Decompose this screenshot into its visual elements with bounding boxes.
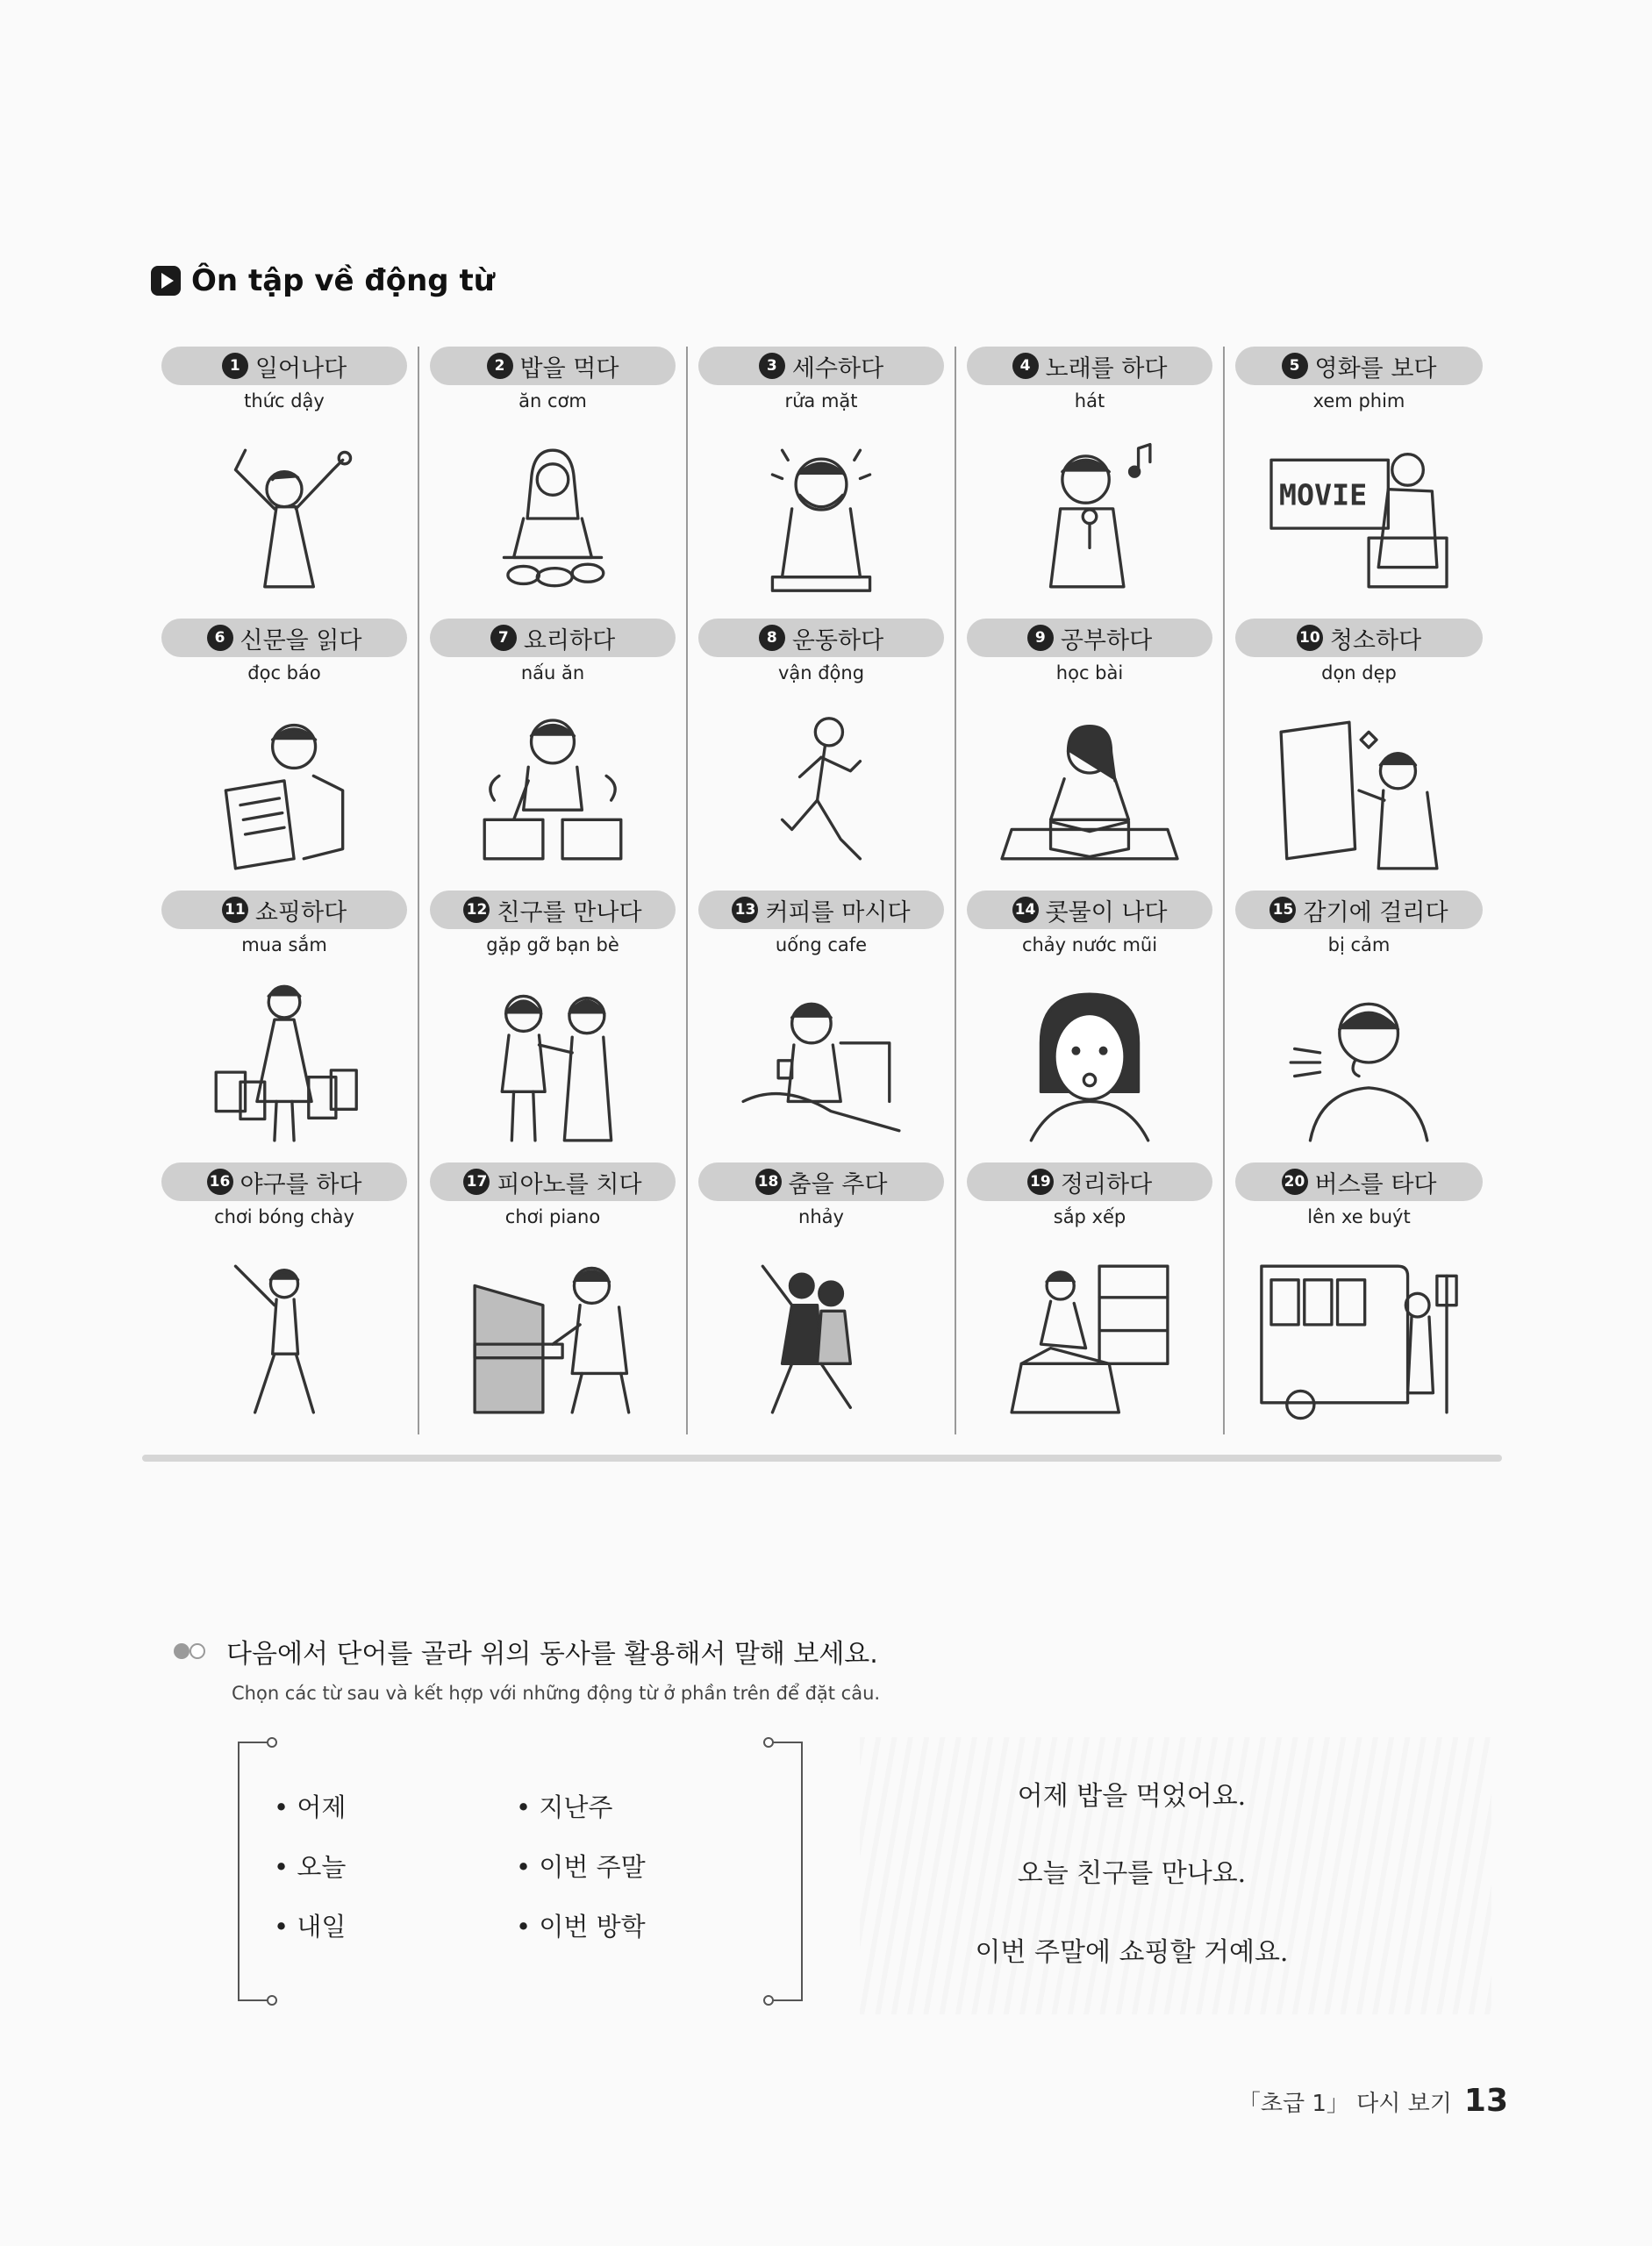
studying-illustration — [991, 703, 1188, 878]
word-item: • 어제 — [274, 1792, 347, 1822]
cleaning-window-illustration — [1260, 703, 1458, 878]
verb-card — [151, 347, 419, 619]
waking-up-illustration — [186, 431, 383, 606]
verb-number: 11 — [222, 897, 248, 923]
watching-movie-illustration — [1260, 431, 1458, 606]
verb-label — [698, 891, 944, 929]
verb-korean: 노래를 하다 — [1045, 354, 1168, 383]
verb-vietnamese: sắp xếp — [1053, 1206, 1126, 1227]
verb-vietnamese: hát — [1074, 390, 1105, 411]
verb-label — [161, 1162, 407, 1201]
verb-vietnamese: nhảy — [798, 1206, 844, 1227]
reading-newspaper-illustration — [186, 703, 383, 878]
play-icon — [151, 266, 181, 296]
verb-label — [967, 891, 1212, 929]
bus-illustration — [1260, 1247, 1458, 1422]
verb-card — [151, 619, 419, 891]
verb-vietnamese: chơi piano — [504, 1206, 601, 1227]
verb-label — [430, 1162, 676, 1201]
verb-label — [161, 347, 407, 385]
instruction-korean: 다음에서 단어를 골라 위의 동사를 활용해서 말해 보세요. — [226, 1639, 878, 1670]
verb-vietnamese: đọc báo — [247, 662, 321, 683]
verb-number: 2 — [487, 353, 513, 379]
verb-label — [698, 347, 944, 385]
verb-label — [430, 891, 676, 929]
washing-face-illustration — [723, 431, 919, 606]
verb-vietnamese: rửa mặt — [784, 390, 858, 411]
word-item: • 이번 주말 — [516, 1852, 646, 1882]
verb-card — [1225, 891, 1493, 1162]
verb-korean: 쇼핑하다 — [254, 898, 347, 926]
verb-card — [956, 891, 1225, 1162]
verb-vietnamese: chảy nước mũi — [1021, 934, 1158, 955]
meeting-friends-illustration — [454, 975, 651, 1150]
verb-label — [1235, 1162, 1483, 1201]
verb-label — [161, 891, 407, 929]
verb-card — [956, 1162, 1225, 1434]
verb-card — [151, 891, 419, 1162]
verb-card — [1225, 347, 1493, 619]
verb-card — [688, 347, 956, 619]
verb-vietnamese: vận động — [777, 662, 865, 683]
verb-number: 9 — [1027, 625, 1054, 651]
verb-korean: 공부하다 — [1060, 626, 1153, 654]
organizing-illustration — [991, 1247, 1188, 1422]
verb-number: 5 — [1282, 353, 1308, 379]
verb-korean: 영화를 보다 — [1314, 354, 1437, 383]
verb-korean: 정리하다 — [1060, 1170, 1153, 1198]
verb-number: 3 — [759, 353, 785, 379]
verb-number: 1 — [222, 353, 248, 379]
exercise-instruction — [174, 1632, 880, 1704]
word-item: • 이번 방학 — [516, 1912, 646, 1942]
instruction-vietnamese: Chọn các từ sau và kết hợp với những động từ ở phần trên để đặt câu. — [232, 1683, 881, 1704]
verb-card — [688, 891, 956, 1162]
verb-label — [430, 619, 676, 657]
verb-vietnamese: lên xe buýt — [1307, 1206, 1411, 1227]
movie-sign-text: MOVIE — [1278, 477, 1368, 512]
verb-vietnamese: ăn cơm — [518, 390, 587, 411]
verb-card — [1225, 1162, 1493, 1434]
word-box — [233, 1737, 807, 2006]
verb-label — [430, 347, 676, 385]
verb-korean: 청소하다 — [1329, 626, 1422, 654]
verb-card — [1225, 619, 1493, 891]
verb-korean: 운동하다 — [791, 626, 884, 654]
verb-korean: 감기에 걸리다 — [1303, 898, 1448, 926]
verb-korean: 춤을 추다 — [788, 1170, 888, 1198]
singing-illustration — [991, 431, 1188, 606]
verb-vietnamese: dọn dẹp — [1321, 662, 1397, 683]
verb-number: 18 — [755, 1169, 782, 1195]
verb-number: 6 — [207, 625, 233, 651]
dancing-illustration — [723, 1247, 919, 1422]
verb-vietnamese: bị cảm — [1327, 934, 1391, 955]
verb-card — [419, 891, 688, 1162]
verb-label — [698, 619, 944, 657]
shopping-illustration — [186, 975, 383, 1150]
verb-number: 13 — [732, 897, 758, 923]
verb-korean: 친구를 만나다 — [497, 898, 642, 926]
verb-korean: 콧물이 나다 — [1045, 898, 1168, 926]
verb-vietnamese: xem phim — [1312, 390, 1405, 411]
verb-korean: 세수하다 — [791, 354, 884, 383]
word-item: • 지난주 — [516, 1792, 613, 1822]
verb-korean: 밥을 먹다 — [519, 354, 619, 383]
verb-vietnamese: gặp gỡ bạn bè — [486, 934, 619, 955]
example-sentences — [860, 1737, 1491, 2014]
verb-card — [419, 1162, 688, 1434]
verb-label — [1235, 619, 1483, 657]
word-item: • 오늘 — [274, 1852, 347, 1882]
verb-number: 14 — [1012, 897, 1039, 923]
verb-number: 20 — [1282, 1169, 1308, 1195]
verb-card — [688, 619, 956, 891]
verb-korean: 야구를 하다 — [240, 1170, 362, 1198]
verb-number: 15 — [1269, 897, 1296, 923]
playing-piano-illustration — [454, 1247, 651, 1422]
verb-vietnamese: chơi bóng chày — [214, 1206, 354, 1227]
verb-grid — [151, 347, 1493, 1434]
verb-korean: 일어나다 — [254, 354, 347, 383]
cooking-illustration — [454, 703, 651, 878]
verb-number: 4 — [1012, 353, 1039, 379]
example-sentence: 어제 밥을 먹었어요. — [1017, 1781, 1247, 1812]
grid-divider — [142, 1455, 1502, 1462]
baseball-illustration — [186, 1247, 383, 1422]
page-number: 13 — [1463, 2083, 1508, 2119]
example-sentence: 이번 주말에 쇼핑할 거예요. — [975, 1937, 1289, 1968]
verb-label — [1235, 347, 1483, 385]
verb-card — [956, 619, 1225, 891]
verb-number: 19 — [1027, 1169, 1054, 1195]
verb-card — [419, 347, 688, 619]
verb-label — [967, 619, 1212, 657]
bullet-dots-icon — [174, 1642, 214, 1661]
verb-label — [698, 1162, 944, 1201]
verb-number: 7 — [490, 625, 517, 651]
verb-number: 8 — [759, 625, 785, 651]
section-title: Ôn tập về động từ — [191, 263, 495, 298]
verb-label — [967, 1162, 1212, 1201]
verb-korean: 피아노를 치다 — [497, 1170, 642, 1198]
verb-card — [151, 1162, 419, 1434]
verb-vietnamese: nấu ăn — [520, 662, 585, 683]
verb-card — [419, 619, 688, 891]
runny-nose-illustration — [991, 975, 1188, 1150]
verb-vietnamese: học bài — [1055, 662, 1124, 683]
having-cold-illustration — [1260, 975, 1458, 1150]
verb-label — [161, 619, 407, 657]
verb-number: 16 — [207, 1169, 233, 1195]
verb-card — [956, 347, 1225, 619]
eating-illustration — [454, 431, 651, 606]
example-sentence: 오늘 친구를 만나요. — [1017, 1858, 1247, 1889]
verb-korean: 버스를 타다 — [1314, 1170, 1437, 1198]
verb-number: 12 — [463, 897, 490, 923]
verb-vietnamese: mua sắm — [241, 934, 327, 955]
word-item: • 내일 — [274, 1912, 347, 1942]
verb-label — [967, 347, 1212, 385]
verb-korean: 커피를 마시다 — [765, 898, 911, 926]
verb-vietnamese: uống cafe — [775, 934, 868, 955]
footer-text: 「초급 1」 다시 보기 — [1237, 2091, 1452, 2117]
verb-number: 10 — [1297, 625, 1323, 651]
verb-korean: 요리하다 — [523, 626, 616, 654]
section-heading — [151, 263, 495, 298]
running-illustration — [723, 703, 919, 878]
verb-label — [1235, 891, 1483, 929]
drinking-coffee-illustration — [723, 975, 919, 1150]
verb-number: 17 — [463, 1169, 490, 1195]
page-footer — [1238, 2083, 1508, 2119]
verb-korean: 신문을 읽다 — [240, 626, 362, 654]
verb-vietnamese: thức dậy — [244, 390, 325, 411]
verb-card — [688, 1162, 956, 1434]
